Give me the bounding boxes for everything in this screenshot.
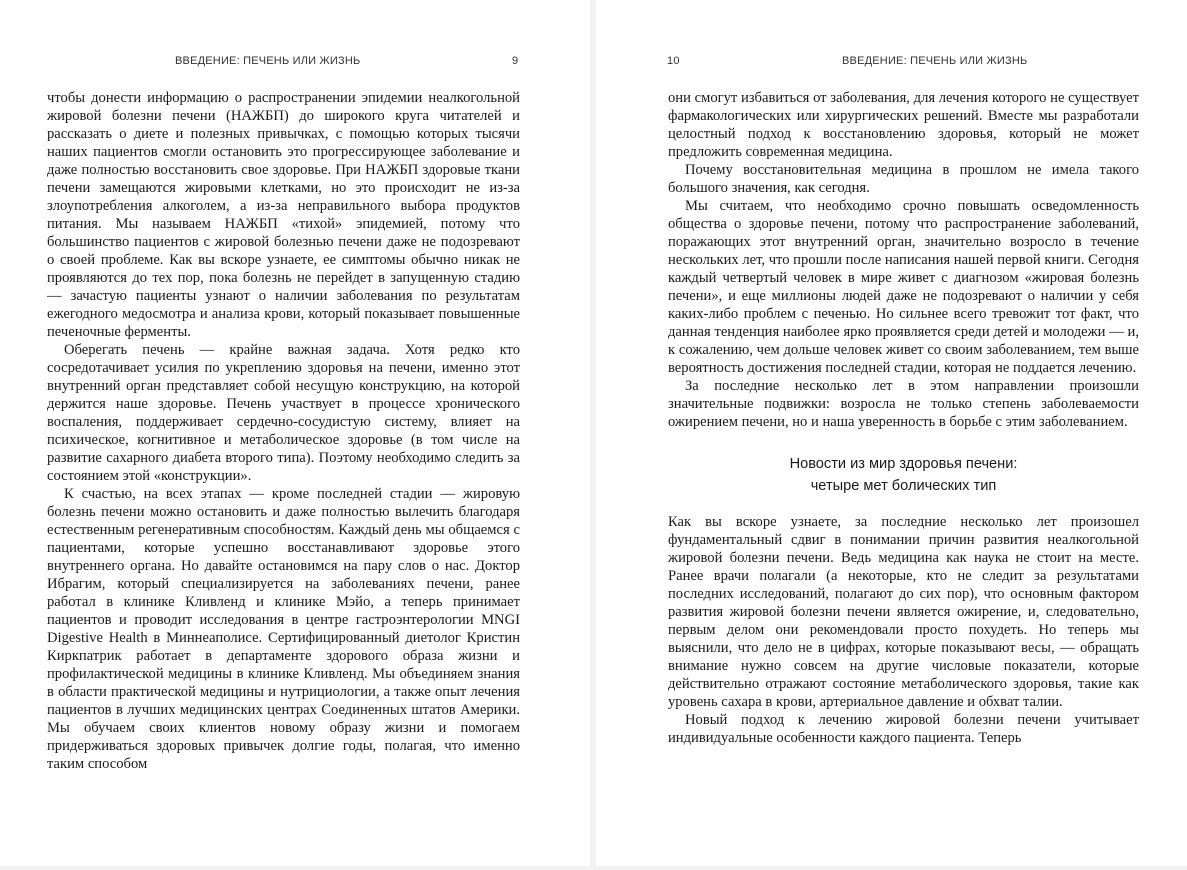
paragraph: К счастью, на всех этапах — кроме последней стадии — жировую болезнь печени можно остановить и даже полностью вылечить благодаря естественным регенеративным способностям. Каждый день мы общаемся с пациентами, которые успешно восстанавливают здоровье этого внутреннего органа. Но давайте остановимся на пару слов о нас. Доктор Ибрагим, который специализируется на заболеваниях печени, ранее работал в клинике Кливленд и клинике Мэйо, а теперь принимает пациентов и проводит исследования в центре гастроэнтерологии MNGI Digestive Health в Миннеаполисе. Сертифицированный диетолог Кристин Киркпатрик работает в департаменте здорового образа жизни и профилактической медицины в клинике Кливленд. Мы объединяем знания в области практической медицины и нутрициологии, а также опыт лечения пациентов в лучших медицинских центрах Соединенных штатов Америки. Мы обучаем своих клиентов новому образу жизни и помогаем придерживаться здоровых привычек долгие годы, полагая, что именно таким способом	[47, 486, 520, 772]
paragraph: Новый подход к лечению жировой болезни печени учитывает индивидуальные особенности каждого пациента. Теперь	[668, 712, 1139, 746]
paragraph: За последние несколько лет в этом направлении произошли значительные подвижки: возросла не только степень заболеваемости ожирением печени, но и наша уверенность в борьбе с этим заболеванием.	[668, 378, 1139, 430]
paragraph: Мы считаем, что необходимо срочно повышать осведомленность общества о здоровье печени, потому что распространение заболеваний, поражающих этот внутренний орган, значительно возросло в течение нескольких лет, что прошли после написания нашей первой книги. Сегодня каждый четвертый человек в мире живет с диагнозом «жировая болезнь печени», и еще миллионы людей даже не подозревают о наличии у себя каких-либо проблем с печенью. Но сильнее всего тревожит тот факт, что данная тенденция наиболее ярко проявляется среди детей и молодежи — и, к сожалению, чем дольше человек живет со своим заболеванием, тем выше вероятность достижения последней стадии, которая не поддается лечению.	[668, 198, 1139, 376]
paragraph: Оберегать печень — крайне важная задача. Хотя редко кто сосредотачивает усилия по укреплению здоровья на печени, именно этот внутренний орган представляет собой несущую конструкцию, на которой держится наше здоровье. Печень участвует в процессе хронического воспаления, поддерживает сердечно-сосудистую систему, влияет на психическое, когнитивное и метаболическое здоровье (в том числе на развитие сахарного диабета второго типа). Поэтому необходимо следить за состоянием этой «конструкции».	[47, 342, 520, 484]
page-number-right: 10	[667, 55, 680, 67]
section-heading	[668, 453, 1139, 497]
paragraph: Как вы вскоре узнаете, за последние несколько лет произошел фундаментальный сдвиг в понимании причин развития неалкогольной жировой болезни печени. Ведь медицина как наука не стоит на месте. Ранее врачи полагали (а некоторые, кто не следит за результатами последних исследований, полагают до сих пор), что основным фактором развития жировой болезни печени является ожирение, и, следовательно, первым делом они рекомендовали просто похудеть. Но теперь мы выяснили, что дело не в цифрах, которые показывают весы, — обращать внимание нужно совсем на другие числовые показатели, которые действительно отражают состояние метаболического здоровья, такие как уровень сахара в крови, артериальное давление и обхват талии.	[668, 514, 1139, 710]
paragraph: Почему восстановительная медицина в прошлом не имела такого большого значения, как сегодня.	[668, 162, 1139, 196]
paragraph: чтобы донести информацию о распространении эпидемии неалкогольной жировой болезни печени (НАЖБП) до широкого круга читателей и рассказать о диете и полезных привычках, с помощью которых тысячи наших пациентов смогли остановить это прогрессирующее заболевание и даже полностью восстановить свое здоровье. При НАЖБП здоровые ткани печени замещаются жировыми клетками, но это происходит не из-за злоупотребления алкоголем, а из-за неправильного выбора продуктов питания. Мы называем НАЖБП «тихой» эпидемией, потому что большинство пациентов с жировой болезнью печени даже не подозревают о своей проблеме. Как вы вскоре узнаете, ее симптомы обычно никак не проявляются до тех пор, пока болезнь не перейдет в запущенную стадию — зачастую пациенты узнают о наличии заболевания по результатам ежегодного медосмотра и анализа крови, который показывает повышенные печеночные ферменты.	[47, 90, 520, 340]
right-page	[596, 0, 1187, 866]
page-number-left: 9	[512, 55, 519, 67]
running-header-right: ВВЕДЕНИЕ: ПЕЧЕНЬ ИЛИ ЖИЗНЬ	[842, 55, 1028, 67]
left-page-body	[47, 89, 520, 773]
left-page	[0, 0, 590, 866]
right-page-body	[668, 89, 1139, 747]
section-heading-line-1: Новости из мир здоровья печени:	[789, 456, 1018, 472]
running-header-left: ВВЕДЕНИЕ: ПЕЧЕНЬ ИЛИ ЖИЗНЬ	[175, 55, 361, 67]
section-heading-line-2: четыре мет болических тип	[810, 478, 997, 494]
paragraph: они смогут избавиться от заболевания, для лечения которого не существует фармакологических или хирургических решений. Вместе мы разработали целостный подход к восстановлению здоровья, который не может предложить современная медицина.	[668, 90, 1139, 160]
